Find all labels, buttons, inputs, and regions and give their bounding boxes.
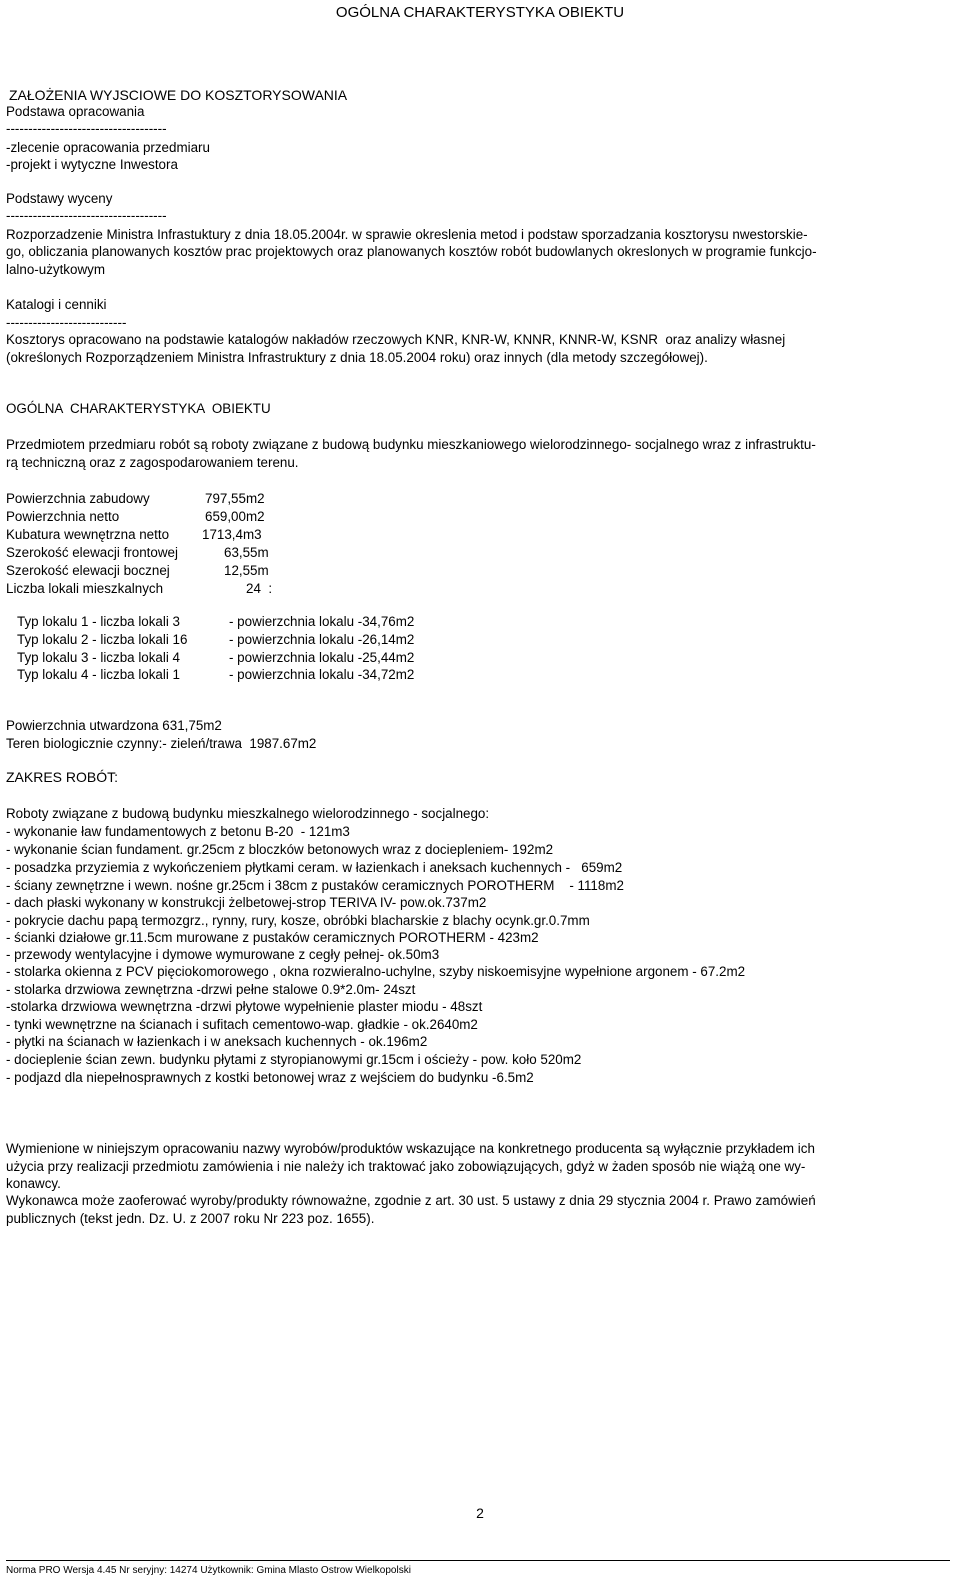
subject-text: Przedmiotem przedmiaru robót są roboty związane z budową budynku mieszkaniowego wielorodzinnego- socjalnego wraz z infrastruktu- — [6, 437, 816, 452]
catalogs-text: Kosztorys opracowano na podstawie katalogów nakładów rzeczowych KNR, KNR-W, KNNR, KNNR-W, KSNR oraz analizy własnej — [6, 332, 786, 347]
scope-item: - stolarka drzwiowa zewnętrzna -drzwi pełne stalowe 0.9*2.0m- 24szt — [6, 982, 416, 997]
scope-item: - dach płaski wykonany w konstrukcji żelbetowej-strop TERIVA IV- pow.ok.737m2 — [6, 895, 487, 910]
param-label: Powierzchnia zabudowy — [6, 491, 150, 506]
assumptions-heading: ZAŁOŻENIA WYJSCIOWE DO KOSZTORYSOWANIA — [9, 87, 348, 103]
subject-text: rą techniczną oraz z zagospodarowaniem terenu. — [6, 455, 299, 470]
note-text: Wymienione w niniejszym opracowaniu nazwy wyrobów/produktów wskazujące na konkretnego producenta są wyłącznie przykładem ich — [6, 1141, 815, 1156]
note-text: publicznych (tekst jedn. Dz. U. z 2007 roku Nr 223 poz. 1655). — [6, 1211, 375, 1226]
general-heading: OGÓLNA CHARAKTERYSTYKA OBIEKTU — [6, 401, 271, 416]
param-value: 63,55m — [224, 545, 269, 560]
param-value: 1713,4m3 — [202, 527, 262, 542]
basis-item: -zlecenie opracowania przedmiaru — [6, 140, 210, 155]
param-label: Szerokość elewacji bocznej — [6, 563, 170, 578]
param-label: Liczba lokali mieszkalnych — [6, 581, 164, 596]
scope-heading: ZAKRES ROBÓT: — [6, 769, 119, 785]
param-value: 24 : — [246, 581, 273, 596]
param-label: Powierzchnia netto — [6, 509, 120, 524]
scope-item: - docieplenie ścian zewn. budynku płytami z styropianowymi gr.15cm i ościeży - pow. koło 520m2 — [6, 1052, 582, 1067]
param-value: 797,55m2 — [205, 491, 265, 506]
scope-item: - podjazd dla niepełnosprawnych z kostki betonowej wraz z wejściem do budynku -6.5m2 — [6, 1070, 534, 1085]
scope-item: - stolarka okienna z PCV pięciokomorowego , okna rozwieralno-uchylne, szyby niskoemisyjne wypełnione argonem - 67.2m2 — [6, 964, 746, 979]
param-value: 659,00m2 — [205, 509, 265, 524]
param-label: Szerokość elewacji frontowej — [6, 545, 178, 560]
catalogs-text: (określonych Rozporządzeniem Ministra Infrastruktury z dnia 18.05.2004 roku) oraz innych (dla metody szczegółowej). — [6, 350, 708, 365]
unit-type: Typ lokalu 2 - liczba lokali 16 — [17, 632, 188, 647]
green-area: Teren biologicznie czynny:- zieleń/trawa 1987.67m2 — [6, 736, 317, 751]
pricing-text: go, obliczania planowanych kosztów prac projektowych oraz planowanych kosztów robót budowlanych okreslonych w programie funkcjo- — [6, 244, 817, 259]
scope-item: - wykonanie ław fundamentowych z betonu B-20 - 121m3 — [6, 824, 350, 839]
pricing-rule: ------------------------------------ — [6, 208, 167, 223]
scope-item: - tynki wewnętrzne na ścianach i sufitach cementowo-wap. gładkie - ok.2640m2 — [6, 1017, 478, 1032]
footer-software-info: Norma PRO Wersja 4.45 Nr seryjny: 14274 Użytkownik: Gmina Mlasto Ostrow Wielkopolski — [6, 1565, 411, 1576]
pricing-heading: Podstawy wyceny — [6, 191, 113, 206]
page-number: 2 — [476, 1505, 484, 1521]
basis-item: -projekt i wytyczne Inwestora — [6, 157, 178, 172]
param-label: Kubatura wewnętrzna netto — [6, 527, 170, 542]
note-text: użycia przy realizacji przedmiotu zamówienia i nie należy ich traktować jako zobowiązujących, gdyż w żaden sposób nie wiążą one wy- — [6, 1159, 806, 1174]
pricing-text: Rozporzadzenie Ministra Infrastuktury z dnia 18.05.2004r. w sprawie okreslenia metod i podstaw sporzadzania kosztorysu nwestorskie- — [6, 227, 808, 242]
page-title: OGÓLNA CHARAKTERYSTYKA OBIEKTU — [335, 4, 625, 21]
scope-item: - ścianki działowe gr.11.5cm murowane z pustaków ceramicznych POROTHERM - 423m2 — [6, 930, 539, 945]
param-value: 12,55m — [224, 563, 269, 578]
scope-item: - pokrycie dachu papą termozgrz., rynny, rury, kosze, obróbki blacharskie z blachy ocynk.gr.0.7mm — [6, 913, 590, 928]
note-text: Wykonawca może zaoferować wyroby/produkty równoważne, zgodnie z art. 30 ust. 5 ustawy z dnia 29 stycznia 2004 r. Prawo zamówień — [6, 1193, 816, 1208]
pricing-text: lalno-użytkowym — [6, 262, 105, 277]
footer-divider — [6, 1560, 950, 1561]
scope-item: - płytki na ścianach w łazienkach i w aneksach kuchennych - ok.196m2 — [6, 1034, 428, 1049]
catalogs-heading: Katalogi i cenniki — [6, 297, 107, 312]
scope-item: - posadzka przyziemia z wykończeniem płytkami ceram. w łazienkach i aneksach kuchennych - 659m2 — [6, 860, 623, 875]
catalogs-rule: --------------------------- — [6, 315, 127, 330]
unit-area: - powierzchnia lokalu -34,72m2 — [229, 667, 415, 682]
unit-area: - powierzchnia lokalu -25,44m2 — [229, 650, 415, 665]
unit-type: Typ lokalu 4 - liczba lokali 1 — [17, 667, 180, 682]
unit-type: Typ lokalu 1 - liczba lokali 3 — [17, 614, 180, 629]
scope-item: -stolarka drzwiowa wewnętrzna -drzwi płytowe wypełnienie plaster miodu - 48szt — [6, 999, 483, 1014]
note-text: konawcy. — [6, 1176, 61, 1191]
unit-type: Typ lokalu 3 - liczba lokali 4 — [17, 650, 180, 665]
scope-item: - wykonanie ścian fundament. gr.25cm z bloczków betonowych wraz z dociepleniem- 192m2 — [6, 842, 554, 857]
unit-area: - powierzchnia lokalu -34,76m2 — [229, 614, 415, 629]
basis-rule: ------------------------------------ — [6, 121, 167, 136]
scope-item: - ściany zewnętrzne i wewn. nośne gr.25cm i 38cm z pustaków ceramicznych POROTHERM - 1118m2 — [6, 878, 624, 893]
basis-heading: Podstawa opracowania — [6, 104, 145, 119]
unit-area: - powierzchnia lokalu -26,14m2 — [229, 632, 415, 647]
paved-area: Powierzchnia utwardzona 631,75m2 — [6, 718, 222, 733]
scope-item: - przewody wentylacyjne i dymowe wymurowane z cegły pełnej- ok.50m3 — [6, 947, 440, 962]
scope-intro: Roboty związane z budową budynku mieszkalnego wielorodzinnego - socjalnego: — [6, 806, 490, 821]
